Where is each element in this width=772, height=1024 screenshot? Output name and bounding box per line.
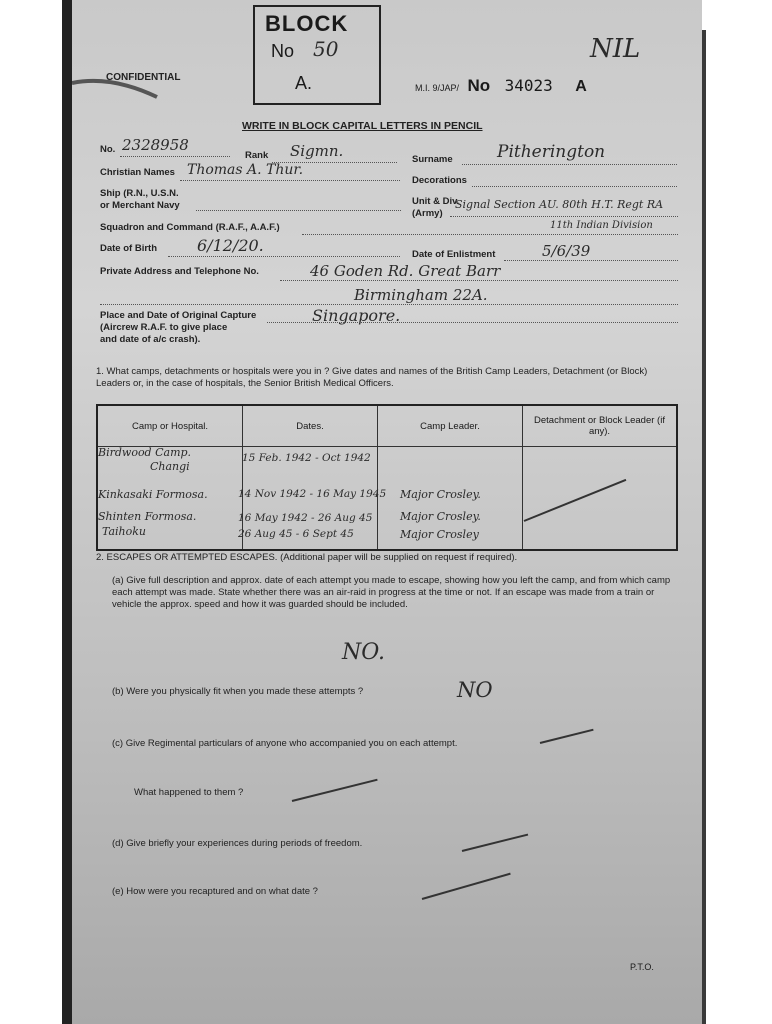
question-2c-followup: What happened to them ? [134, 787, 244, 798]
question-2b: (b) Were you physically fit when you made these attempts ? [112, 686, 364, 697]
unit-line [450, 216, 678, 217]
camps-table [96, 404, 678, 551]
enlist-line [504, 260, 678, 261]
dob-value: 6/12/20. [197, 236, 264, 255]
col-leader-header: Camp Leader. [378, 405, 523, 447]
ship-line [196, 210, 401, 211]
stamp-no-label: No [271, 41, 295, 61]
capture-label: Place and Date of Original Capture [100, 310, 257, 321]
answer-d-dash [462, 834, 528, 852]
dob-line [168, 256, 400, 257]
row1-camp: Birdwood Camp. [98, 446, 192, 459]
surname-label: Surname [412, 154, 453, 165]
unit-value-2: 11th Indian Division [550, 220, 653, 231]
capture-label-2: (Aircrew R.A.F. to give place [100, 322, 228, 333]
stamp-letter: A. [295, 73, 313, 93]
ship-label-2: or Merchant Navy [100, 200, 180, 211]
question-2a: (a) Give full description and approx. date of each attempt you made to escape, showing how you left the camp, and from which camp each attempt was made. State whether there was an air-raid in progress at the time or not. If an escape was made from a train or vehicle the approx. speed and how it was guarded should be included. [112, 575, 671, 610]
capture-label-3: and date of a/c crash). [100, 334, 201, 345]
ref-number: 34023 [504, 76, 553, 95]
row2-camp: Kinkasaki Formosa. [98, 488, 208, 501]
col-detachment-header: Detachment or Block Leader (if any). [523, 405, 678, 447]
answer-b: NO [457, 678, 493, 702]
ref-label: M.I. 9/JAP/ [415, 83, 460, 93]
christian-line [180, 180, 400, 181]
unit-label-2: (Army) [412, 208, 443, 219]
unit-label: Unit & Div. [412, 196, 460, 207]
col-camp-header: Camp or Hospital. [97, 405, 243, 447]
table-header-row [97, 405, 677, 447]
surname-line [462, 164, 677, 165]
row3-camp: Shinten Formosa. [98, 510, 197, 523]
surname-value: Pitherington [497, 142, 606, 162]
rank-value: Sigmn. [290, 142, 344, 160]
rank-label: Rank [245, 150, 269, 161]
question-2e: (e) How were you recaptured and on what date ? [112, 886, 318, 897]
row4-dates: 26 Aug 45 - 6 Sept 45 [238, 528, 354, 540]
pto: P.T.O. [630, 962, 654, 972]
row3-leader: Major Crosley. [400, 510, 481, 523]
no-line [120, 156, 230, 157]
squadron-line [302, 234, 678, 235]
question-2d: (d) Give briefly your experiences during periods of freedom. [112, 838, 363, 849]
answer-c-dash [540, 729, 594, 744]
row1-dates: 15 Feb. 1942 - Oct 1942 [242, 452, 371, 464]
unit-value: Signal Section AU. 80th H.T. Regt RA [455, 198, 664, 211]
enlist-value: 5/6/39 [542, 242, 591, 260]
no-value: 2328958 [122, 136, 189, 154]
capture-value: Singapore. [312, 306, 401, 325]
col-dates-header: Dates. [243, 405, 378, 447]
row4-camp: Taihoku [102, 525, 147, 538]
row3-dates: 16 May 1942 - 26 Aug 45 [238, 512, 373, 524]
address-line [280, 280, 678, 281]
answer-c2-dash [292, 779, 378, 802]
form-sheet [72, 0, 702, 1024]
answer-e-dash [422, 873, 511, 900]
capture-line [267, 322, 678, 323]
question-2: 2. ESCAPES OR ATTEMPTED ESCAPES. (Additional paper will be supplied on request if required). [96, 552, 518, 563]
decorations-line [472, 186, 677, 187]
ship-label: Ship (R.N., U.S.N. [100, 188, 179, 199]
classification: CONFIDENTIAL [106, 72, 181, 83]
nil-note: NIL [590, 34, 641, 64]
dob-label: Date of Birth [100, 243, 157, 254]
enlist-label: Date of Enlistment [412, 249, 496, 260]
squadron-label: Squadron and Command (R.A.F., A.A.F.) [100, 222, 280, 233]
ref-suffix: A [575, 78, 587, 95]
address-label: Private Address and Telephone No. [100, 266, 259, 277]
block-stamp [253, 5, 381, 105]
row2-dates: 14 Nov 1942 - 16 May 1945 [238, 488, 387, 500]
row2-leader: Major Crosley. [400, 488, 481, 501]
reference-number [415, 76, 587, 96]
row4-leader: Major Crosley [400, 528, 479, 541]
decorations-label: Decorations [412, 175, 467, 186]
ref-no: No [467, 76, 491, 95]
christian-label: Christian Names [100, 167, 175, 178]
address-value-2: Birmingham 22A. [354, 286, 488, 304]
row1-camp-2: Changi [150, 460, 190, 473]
question-2c: (c) Give Regimental particulars of anyone who accompanied you on each attempt. [112, 738, 458, 749]
question-1: 1. What camps, detachments or hospitals were you in ? Give dates and names of the British Camp Leaders, Detachment (or Block) Leaders or, in the case of hospitals, the Senior British Medical Officers. [96, 366, 648, 389]
heading: WRITE IN BLOCK CAPITAL LETTERS IN PENCIL [242, 120, 483, 132]
address-value: 46 Goden Rd. Great Barr [310, 262, 501, 280]
answer-a: NO. [342, 640, 385, 665]
address-line-2 [100, 304, 678, 305]
stamp-block-text: BLOCK [265, 11, 349, 36]
no-label: No. [100, 144, 116, 155]
christian-value: Thomas A. Thur. [187, 162, 304, 178]
stamp-no-value: 50 [313, 37, 339, 61]
